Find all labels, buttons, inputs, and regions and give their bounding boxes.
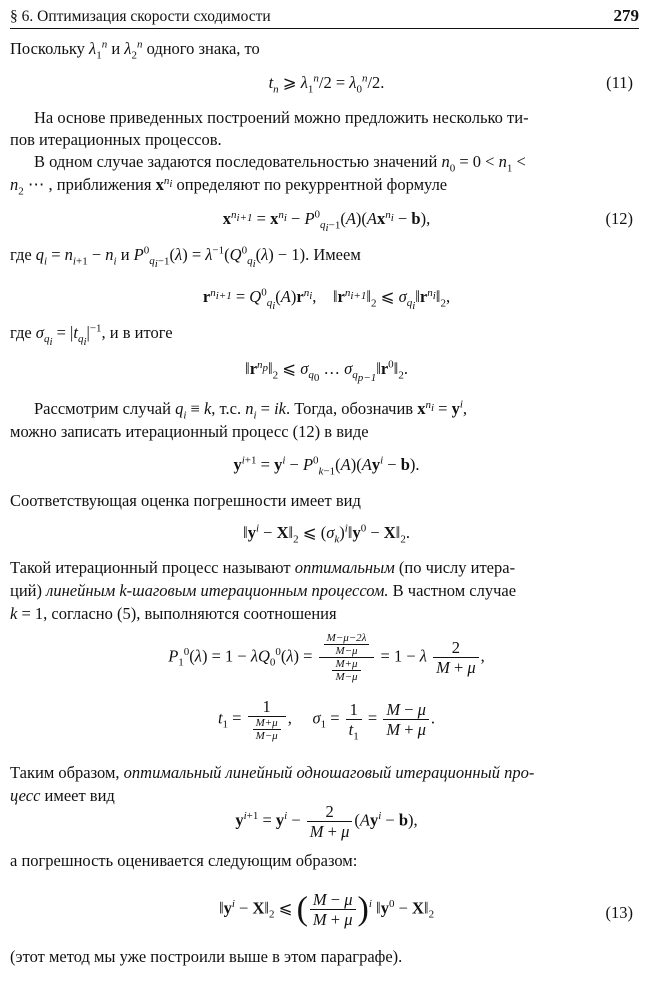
paragraph-8-line-2: ций) линейным k-шаговым итерационным процессом. В частном случае	[10, 581, 517, 600]
running-header	[10, 6, 639, 29]
paragraph-8-line-3: k = 1, согласно (5), выполняются соотношения	[10, 604, 337, 623]
polynomial-equation: $P_1^0(\lambda) = 1 - \lambda Q_0^0(\lambda)$ = $\frac{\frac{M-\mu-2\lambda}{M-\mu}}{\frac{M+\mu}{M-\mu}}$ = 1 − λ $\frac{2}{M + \mu}$ ,	[168, 632, 485, 683]
k-step-process: $y^{i+1} = y^i - P^0_{k-1}(A)(Ay^i - b)$.	[233, 454, 420, 478]
paragraph-2-line-1: На основе приведенных построений можно предложить несколько ти-	[34, 108, 529, 127]
one-step-process: $y^{i+1} = y^i$ − $\frac{2}{M + \mu}$ $(Ay^i - b)$,	[235, 802, 418, 841]
paragraph-9-line-2: цесс имеет вид	[10, 786, 115, 805]
paragraph-2-line-2: пов итерационных процессов.	[10, 130, 222, 149]
paragraph-1: Поскольку $\lambda_1^n$ и $\lambda_2^n$ одного знака, то	[10, 38, 260, 62]
equation-13: $‖y^i$ − $X‖_2$ ⩽ ( $\frac{M - \mu}{M + \mu}$ )$^i$ $‖y^0$ − $X‖_2$	[218, 890, 435, 929]
paragraph-10: а погрешность оценивается следующим образом:	[10, 851, 358, 870]
equation-number-12: (12)	[605, 209, 633, 228]
residual-bound: $‖r^{n_p}‖_2$ ⩽ $\sigma_{q_0}$ … $\sigma_{q_{p-1}}‖r^0‖_2$.	[245, 358, 408, 385]
paragraph-11: (этот метод мы уже построили выше в этом параграфе).	[10, 947, 403, 966]
equation-number-11: (11)	[606, 73, 633, 92]
equation-number-13: (13)	[605, 903, 633, 922]
t1-sigma1-equation: $t_1$ = $\frac{1}{\frac{M+\mu}{M-\mu}}$ , $\sigma_1$ = $\frac{1}{t_1}$ = $\frac{M - \mu}{M + \mu}$ .	[217, 697, 436, 743]
residual-equation: $r^{n_{i+1}} = Q^0_{q_i}(A)r^{n_i}$, $‖r^{n_{i+1}}‖_2$ ⩽ $\sigma_{q_i}‖r^{n_i}‖_2$,	[202, 286, 451, 313]
paragraph-3-line-1: В одном случае задаются последовательностью значений $n_0 = 0 < n_1$ <	[34, 152, 526, 175]
paragraph-3-line-2: $n_2$ ⋯ , приближения $x^{n_i}$ определяют по рекуррентной формуле	[10, 174, 448, 198]
paragraph-6-line-2: можно записать итерационный процесс (12) в виде	[10, 422, 369, 441]
paragraph-6-line-1: Рассмотрим случай $q_i \equiv k$, т.с. $n_i$ = ik. Тогда, обозначив $x^{n_i} = y^i$,	[34, 398, 468, 422]
error-bound-k: $‖y^i$ − $X‖_2$ ⩽ $(\sigma_k)^i‖y^0$ − $X‖_2$.	[243, 522, 410, 546]
equation-11: $t_n$ ⩾ $\lambda_1^n/2 = \lambda_0^n/2$.	[268, 72, 385, 96]
page-number: 279	[613, 6, 639, 25]
paragraph-9-line-1: Таким образом, оптимальный линейный одношаговый итерационный про-	[10, 763, 535, 782]
paragraph-8-line-1: Такой итерационный процесс называют оптимальным (по числу итера-	[10, 558, 516, 577]
section-title: § 6. Оптимизация скорости сходимости	[10, 8, 271, 25]
equation-12: $x^{n_{i+1}} = x^{n_i} - P^0_{q_i-1}(A)(Ax^{n_i} - b)$,	[222, 208, 431, 235]
paragraph-4: где $q_i = n_{i+1} - n_i$ и $P^0_{q_i-1}(\lambda) = \lambda^{-1}(Q^0_{q_i}(\lambda) - 1)$. Имеем	[10, 244, 361, 271]
paragraph-5: где $\sigma_{q_i} = |t_{q_i}|^{-1}$, и в итоге	[10, 322, 173, 349]
paragraph-7: Соответствующая оценка погрешности имеет вид	[10, 491, 361, 510]
